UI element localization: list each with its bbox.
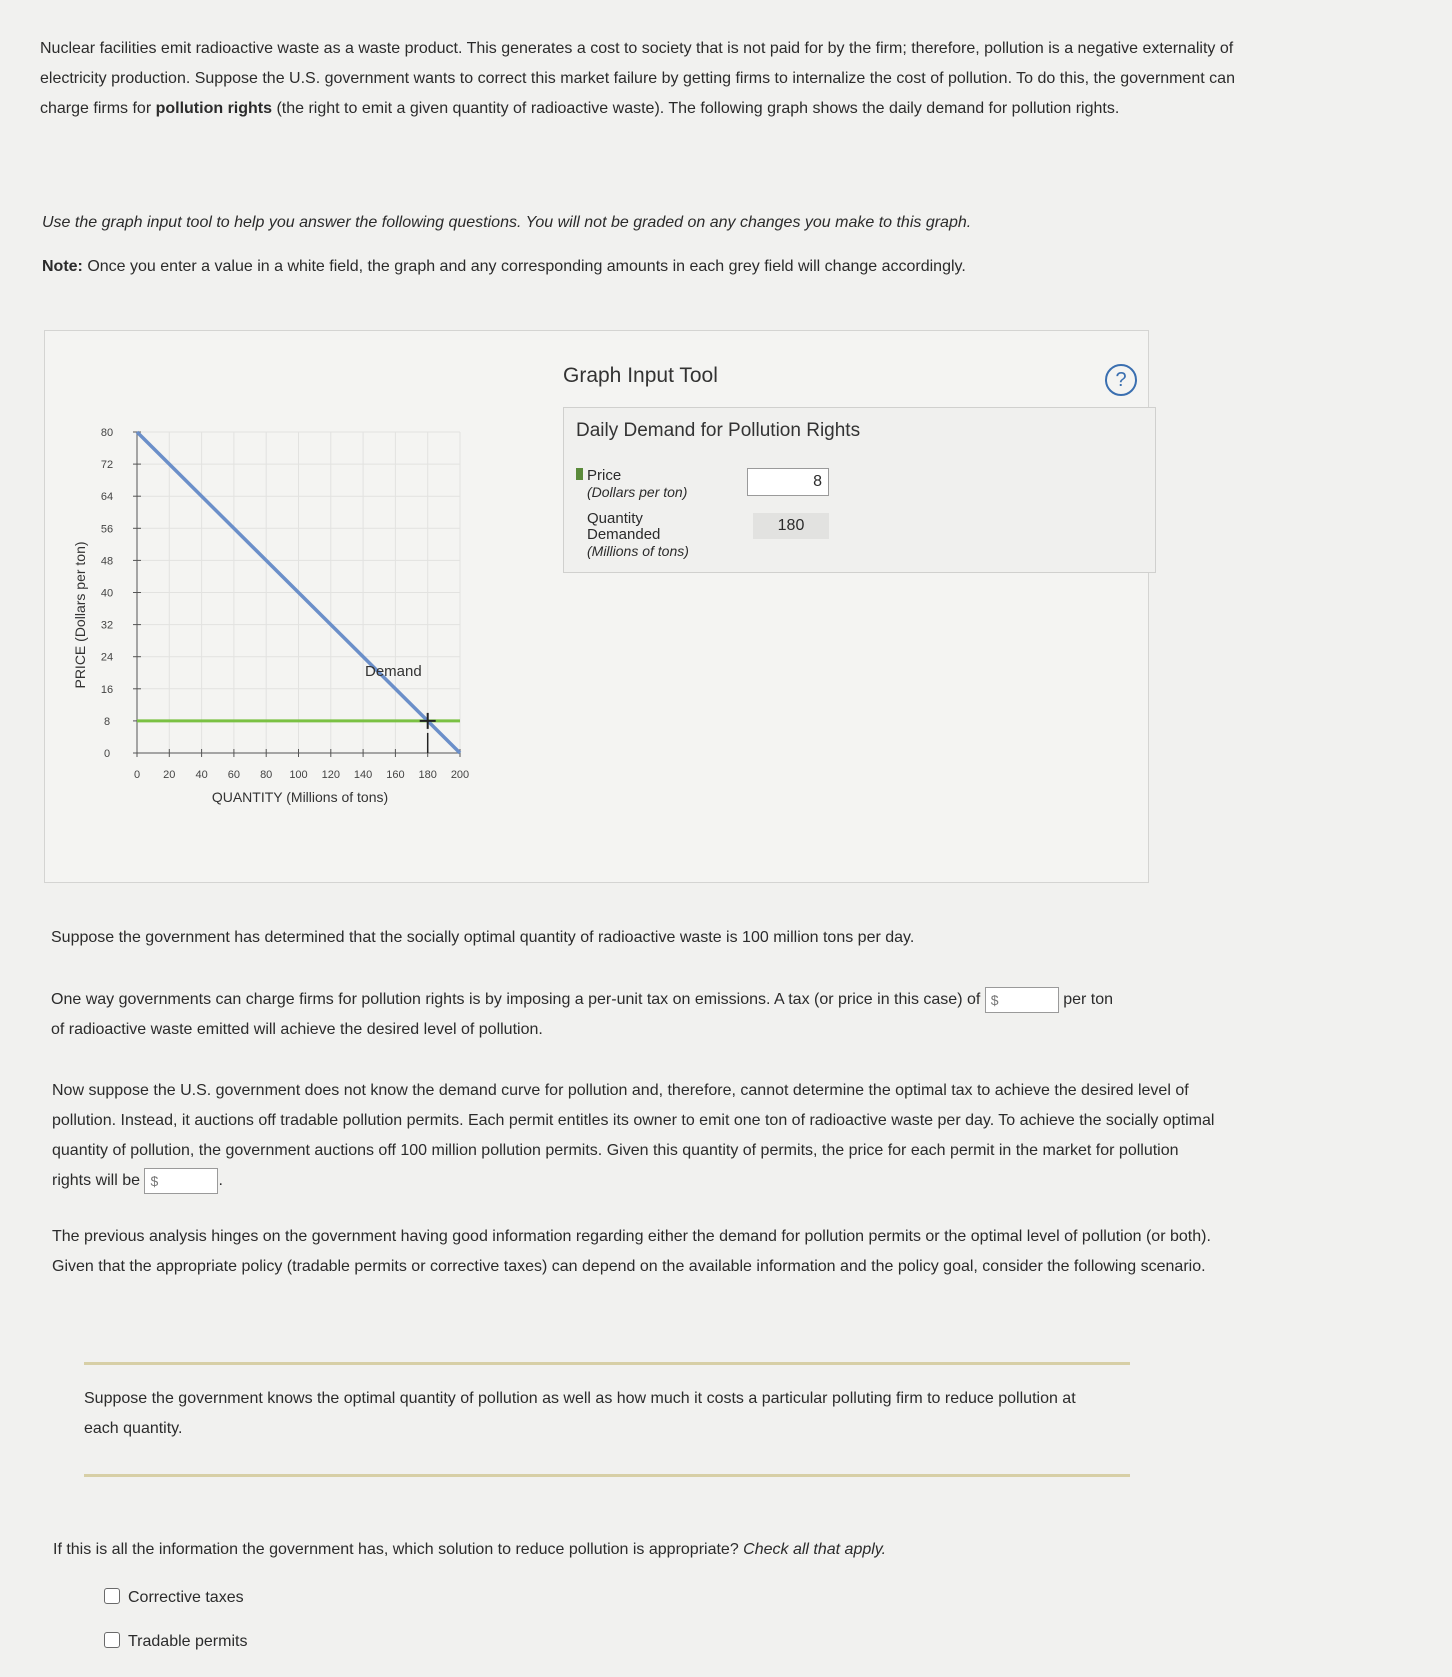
graph-input-tool-title: Graph Input Tool bbox=[563, 364, 718, 387]
question-2-text-c: of radioactive waste emitted will achieve the desired level of pollution. bbox=[51, 1021, 543, 1038]
question-1-text: Suppose the government has determined that the socially optimal quantity of radioactive waste is 100 million tons per day. bbox=[51, 929, 915, 946]
instructions: Use the graph input tool to help you answer the following questions. You will not be graded on any changes you make to this graph. bbox=[42, 214, 972, 231]
question-3 bbox=[52, 1076, 1222, 1196]
note-label: Note: bbox=[42, 258, 83, 275]
y-tick-label: 40 bbox=[100, 587, 114, 600]
graph-input-tool-subtitle: Daily Demand for Pollution Rights bbox=[576, 420, 861, 441]
y-tick-label: 8 bbox=[103, 715, 111, 728]
x-tick-label: 60 bbox=[227, 769, 241, 781]
y-tick-label: 32 bbox=[100, 619, 114, 632]
x-tick-label: 120 bbox=[321, 769, 340, 781]
help-icon[interactable]: ? bbox=[1105, 364, 1137, 396]
question-3-text: Now suppose the U.S. government does not know the demand curve for pollution and, therefore, cannot determine the optimal tax to achieve the desired level of pollution. Instead, it auctions off tradable pollution permits. Each permit entitles its owner to emit one ton of radioactive waste per day. To achieve the socially optimal quantity of pollution, the government auctions off 100 million pollution permits. Given this quantity of permits, the price for each permit in the market for pollution rights will be bbox=[52, 1082, 1215, 1189]
question-2-text-a: One way governments can charge firms for pollution rights is by imposing a per-unit tax on emissions. A tax (or price in this case) of bbox=[51, 991, 985, 1008]
quantity-row-label bbox=[587, 511, 689, 559]
price-row-label bbox=[576, 468, 687, 500]
price-unit: (Dollars per ton) bbox=[587, 484, 688, 500]
y-tick-label: 0 bbox=[103, 748, 111, 760]
quantity-label-1: Quantity bbox=[587, 510, 643, 527]
tradable-permits-checkbox[interactable] bbox=[104, 1632, 120, 1648]
quantity-demanded-field: 180 bbox=[753, 513, 829, 539]
question-2 bbox=[51, 985, 1231, 1045]
demand-curve-label: Demand bbox=[365, 663, 422, 680]
question-3-end: . bbox=[218, 1172, 223, 1189]
x-axis-label: QUANTITY (Millions of tons) bbox=[211, 789, 389, 805]
question-5 bbox=[53, 1535, 1223, 1565]
question-2-text-b: per ton bbox=[1058, 991, 1114, 1008]
quantity-unit: (Millions of tons) bbox=[587, 543, 689, 559]
x-tick-label: 80 bbox=[260, 769, 273, 781]
x-tick-label: 40 bbox=[195, 769, 208, 781]
y-tick-label: 48 bbox=[100, 555, 114, 568]
y-tick-label: 24 bbox=[100, 651, 114, 664]
y-axis-label: PRICE (Dollars per ton) bbox=[72, 541, 88, 689]
quantity-label-2: Demanded bbox=[587, 526, 661, 543]
y-tick-label: 64 bbox=[100, 491, 114, 504]
price-input[interactable]: 8 bbox=[747, 468, 829, 496]
x-tick-label: 20 bbox=[163, 769, 176, 781]
option-corrective-taxes[interactable] bbox=[104, 1588, 244, 1607]
y-tick-label: 72 bbox=[100, 459, 114, 472]
x-tick-label: 180 bbox=[418, 769, 437, 781]
question-5-text: If this is all the information the government has, which solution to reduce pollution is appropriate? bbox=[53, 1541, 744, 1558]
note-text: Once you enter a value in a white field, the graph and any corresponding amounts in each grey field will change accordingly. bbox=[82, 258, 966, 275]
question-4-text: The previous analysis hinges on the government having good information regarding either the demand for pollution permits or the optimal level of pollution (or both). Given that the appropriate policy (tradable permits or corrective taxes) can depend on the available information and the policy goal, consider the following scenario. bbox=[52, 1228, 1211, 1275]
option-tradable-permits[interactable] bbox=[104, 1632, 247, 1651]
price-swatch-icon bbox=[576, 468, 583, 480]
x-tick-label: 140 bbox=[353, 769, 373, 781]
y-tick-label: 80 bbox=[100, 427, 114, 439]
permit-price-input[interactable]: $ bbox=[144, 1168, 218, 1194]
tax-amount-input[interactable]: $ bbox=[985, 987, 1059, 1013]
scenario-top-rule bbox=[84, 1362, 1130, 1365]
scenario-bottom-rule bbox=[84, 1474, 1130, 1477]
intro-bold-term: pollution rights bbox=[155, 100, 273, 117]
y-tick-label: 56 bbox=[100, 523, 114, 536]
corrective-taxes-label: Corrective taxes bbox=[128, 1589, 244, 1606]
x-tick-label: 160 bbox=[386, 769, 405, 781]
question-5-instruction: Check all that apply. bbox=[743, 1541, 887, 1558]
y-tick-label: 16 bbox=[100, 683, 114, 696]
chart-ticks bbox=[101, 427, 469, 781]
tradable-permits-label: Tradable permits bbox=[128, 1633, 248, 1650]
price-label: Price bbox=[587, 467, 622, 484]
intro-text-1: Nuclear facilities emit radioactive waste as a waste product. This generates a cost to society that is not paid for by the firm; therefore, pollution is a negative externality of electricity production. Suppose the U.S. government wants to correct this market failure by getting firms to internalize the cost of pollution. To do this, the government can charge firms for bbox=[40, 40, 1235, 117]
corrective-taxes-checkbox[interactable] bbox=[104, 1588, 120, 1604]
x-tick-label: 0 bbox=[133, 769, 141, 781]
intro-text-2: (the right to emit a given quantity of radioactive waste). The following graph shows the daily demand for pollution rights. bbox=[272, 100, 1120, 117]
x-tick-label: 100 bbox=[289, 769, 308, 781]
x-tick-label: 200 bbox=[450, 769, 470, 781]
scenario-text: Suppose the government knows the optimal quantity of pollution as well as how much it costs a particular polluting firm to reduce pollution at each quantity. bbox=[84, 1390, 1076, 1437]
graph-input-tool-box bbox=[563, 407, 1156, 573]
